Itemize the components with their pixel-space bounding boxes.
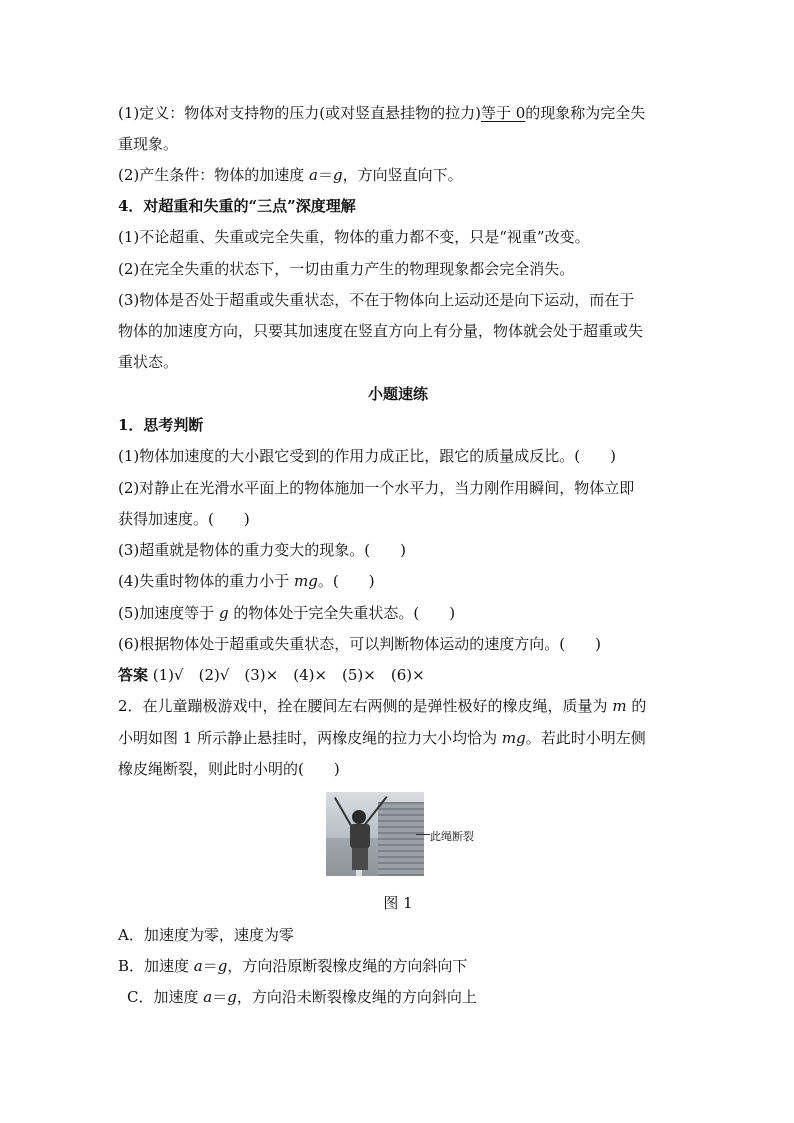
photo-building <box>378 802 424 876</box>
text-line: 重现象。 <box>118 135 179 153</box>
text-line: 物体的加速度方向，只要其加速度在竖直方向上有分量，物体就会处于超重或失 <box>118 322 644 340</box>
option-c <box>127 987 687 1007</box>
variable-g: g <box>217 957 228 975</box>
option-a: A．加速度为零，速度为零 <box>118 926 294 944</box>
judgment-item-4 <box>118 571 678 591</box>
text-span: 小明如图 1 所示静止悬挂时，两橡皮绳的拉力大小均恰为 <box>118 729 502 747</box>
question-2-line-3: 橡皮绳断裂，则此时小明的( ) <box>118 760 340 778</box>
text-line-condition <box>118 165 678 185</box>
variable-g: g <box>333 166 343 184</box>
text-span: (5)加速度等于 <box>118 604 220 622</box>
figure-annotation: 此绳断裂 <box>430 830 474 843</box>
text-span: 。( ) <box>317 572 375 590</box>
judgment-item-3: (3)超重就是物体的重力变大的现象。( ) <box>118 541 406 559</box>
child-legs <box>352 848 368 870</box>
judgment-item-6: (6)根据物体处于超重或失重状态，可以判断物体运动的速度方向。( ) <box>118 635 601 653</box>
text-line: 重状态。 <box>118 353 179 371</box>
figure-1-bungee <box>326 792 476 876</box>
underlined-term: 等于 0 <box>480 104 526 122</box>
text-span: 的 <box>626 697 647 715</box>
text-span: (2)产生条件：物体的加速度 <box>118 166 310 184</box>
text-span: B．加速度 <box>118 957 194 975</box>
variable-g: g <box>227 988 237 1006</box>
variable-mg: mg <box>294 572 318 590</box>
variable-a: a <box>309 166 318 184</box>
text-span: 2．在儿童蹦极游戏中，拴在腰间左右两侧的是弹性极好的橡皮绳，质量为 <box>118 697 613 715</box>
equals-sign: ＝ <box>202 957 218 975</box>
bungee-photo <box>326 792 424 876</box>
question-2-line-2 <box>118 728 678 748</box>
judgment-item-2: (2)对静止在光滑水平面上的物体施加一个水平力，当力刚作用瞬间，物体立即 <box>118 479 635 497</box>
answer-label: 答案 <box>118 666 149 684</box>
text-span: ，方向竖直向下。 <box>342 166 463 184</box>
judgment-item-1: (1)物体加速度的大小跟它受到的作用力成正比，跟它的质量成反比。( ) <box>118 447 616 465</box>
variable-a: a <box>193 957 203 975</box>
variable-g: g <box>219 604 229 622</box>
text-line-definition <box>118 103 678 123</box>
variable-m: m <box>612 697 627 715</box>
text-span: ，方向沿未断裂橡皮绳的方向斜向上 <box>236 988 477 1006</box>
variable-mg: mg <box>501 729 526 747</box>
answer-line <box>118 665 678 685</box>
equals-sign: ＝ <box>212 988 228 1006</box>
answer-text: (1)√ (2)√ (3)× (4)× (5)× (6)× <box>148 666 425 684</box>
text-span: 的现象称为完全失 <box>525 104 646 122</box>
heading-section-4: 4．对超重和失重的“三点”深度理解 <box>118 197 356 215</box>
section-title: 小题速练 <box>367 385 428 403</box>
text-line: (1)不论超重、失重或完全失重，物体的重力都不变，只是“视重”改变。 <box>118 228 590 246</box>
text-span: C．加速度 <box>127 988 204 1006</box>
equals-sign: ＝ <box>317 166 333 184</box>
child-head <box>352 810 366 824</box>
text-span: (1)定义：物体对支持物的压力(或对竖直悬挂物的拉力) <box>118 104 481 122</box>
question-2-line-1 <box>118 696 678 716</box>
text-line: (2)在完全失重的状态下，一切由重力产生的物理现象都会完全消失。 <box>118 260 575 278</box>
judgment-item-5 <box>118 603 678 623</box>
text-line: (3)物体是否处于超重或失重状态，不在于物体向上运动还是向下运动，而在于 <box>118 291 635 309</box>
text-span: ，方向沿原断裂橡皮绳的方向斜向下 <box>227 957 468 975</box>
variable-a: a <box>203 988 213 1006</box>
figure-caption: 图 1 <box>383 894 413 912</box>
judgment-item-2-cont: 获得加速度。( ) <box>118 510 250 528</box>
option-b <box>118 956 678 976</box>
text-span: (4)失重时物体的重力小于 <box>118 572 295 590</box>
text-span: 。若此时小明左侧 <box>525 729 646 747</box>
question-1-title: 1．思考判断 <box>118 416 204 434</box>
annotation-pointer <box>416 834 430 835</box>
child-torso <box>350 824 370 848</box>
text-span: 的物体处于完全失重状态。( ) <box>228 604 456 622</box>
